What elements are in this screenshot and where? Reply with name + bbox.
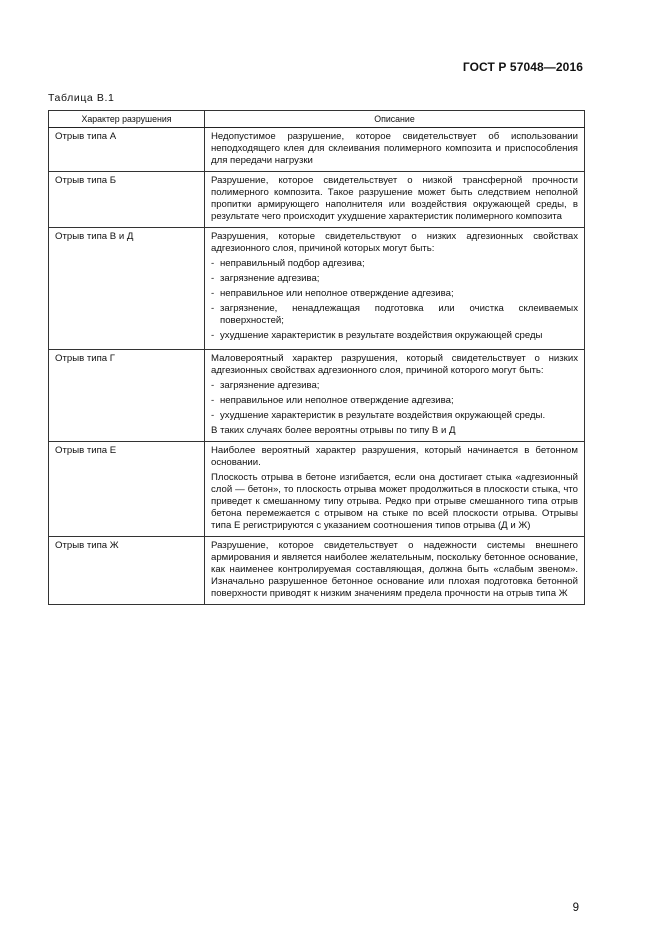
description-cell	[205, 350, 585, 442]
table-row	[49, 350, 585, 442]
table-row	[49, 537, 585, 605]
table-row	[49, 172, 585, 228]
description-paragraph: Разрушение, которое свидетельствует о надежности системы внешнего армирования и является наиболее желательным, поскольку бетонное основание, как наименее контролируемая составляющая, должна быть «слабым звеном». Изначально разрушенное бетонное основание или плохая подготовка бетонной поверхности приводят к низким значениям предела прочности на отрыв типа Ж	[211, 540, 578, 599]
standard-designation: ГОСТ Р 57048—2016	[462, 60, 583, 74]
failure-type-cell: Отрыв типа Г	[49, 350, 205, 442]
failure-type-cell: Отрыв типа Е	[49, 442, 205, 537]
description-paragraph: Недопустимое разрушение, которое свидетельствует об использовании неподходящего клея для склеивания полимерного композита и приспособления для передачи нагрузки	[211, 131, 578, 166]
cause-list-item: - загрязнение, ненадлежащая подготовка или очистка склеиваемых поверхностей;	[211, 303, 578, 327]
failure-type-cell: Отрыв типа Б	[49, 172, 205, 228]
description-cell	[205, 537, 585, 605]
table-row	[49, 442, 585, 537]
description-paragraph: Маловероятный характер разрушения, который свидетельствует о низких адгезионных свойствах адгезионного слоя, причиной которого могут быть:	[211, 353, 578, 376]
description-note: В таких случаях более вероятны отрывы по типу В и Д	[211, 425, 456, 436]
failure-type-cell: Отрыв типа А	[49, 128, 205, 172]
table-caption: Таблица В.1	[48, 92, 115, 104]
description-cell	[205, 442, 585, 537]
cause-list	[211, 380, 578, 422]
failure-type-cell: Отрыв типа В и Д	[49, 228, 205, 350]
description-paragraph: Разрушения, которые свидетельствуют о низких адгезионных свойствах адгезионного слоя, причиной которых могут быть:	[211, 231, 578, 254]
description-cell	[205, 172, 585, 228]
cause-list-item: - неправильный подбор адгезива;	[211, 258, 578, 270]
description-cell	[205, 228, 585, 350]
table-header-row	[49, 111, 585, 128]
cause-list-item: - загрязнение адгезива;	[211, 273, 578, 285]
description-cell	[205, 128, 585, 172]
column-header-description: Описание	[205, 111, 585, 128]
cause-list-item: - загрязнение адгезива;	[211, 380, 578, 392]
column-header-failure-character: Характер разрушения	[49, 111, 205, 128]
cause-list-item: - неправильное или неполное отверждение адгезива;	[211, 288, 578, 300]
table-row	[49, 128, 585, 172]
description-paragraph: Наиболее вероятный характер разрушения, который начинается в бетонном основании.	[211, 445, 578, 468]
description-paragraph: Разрушение, которое свидетельствует о низкой трансферной прочности полимерного композита. Такое разрушение может быть следствием неполной пропитки армирующего наполнителя или воздействия окружающей среды, в результате чего происходит ухудшение характеристик полимерного композита	[211, 175, 578, 222]
failure-types-table	[48, 110, 585, 605]
cause-list	[211, 258, 578, 342]
table-row	[49, 228, 585, 350]
cause-list-item: - ухудшение характеристик в результате воздействия окружающей среды	[211, 330, 578, 342]
cause-list-item: - ухудшение характеристик в результате воздействия окружающей среды.	[211, 410, 578, 422]
page-number: 9	[572, 902, 579, 914]
description-paragraph: Плоскость отрыва в бетоне изгибается, если она достигает стыка «адгезионный слой — бетон», то плоскость отрыва может продолжиться в плоскости стыка, что приведет к смешанному типу отрыва. Редко при отрыве смешанного типа отрыв бетона перемежается с отрывом на стыке по всей плоскости отрыва. Отрывы типа Е регистрируются с указанием соотношения типов отрыва (Д и Ж)	[211, 472, 578, 531]
cause-list-item: - неправильное или неполное отверждение адгезива;	[211, 395, 578, 407]
failure-type-cell: Отрыв типа Ж	[49, 537, 205, 605]
